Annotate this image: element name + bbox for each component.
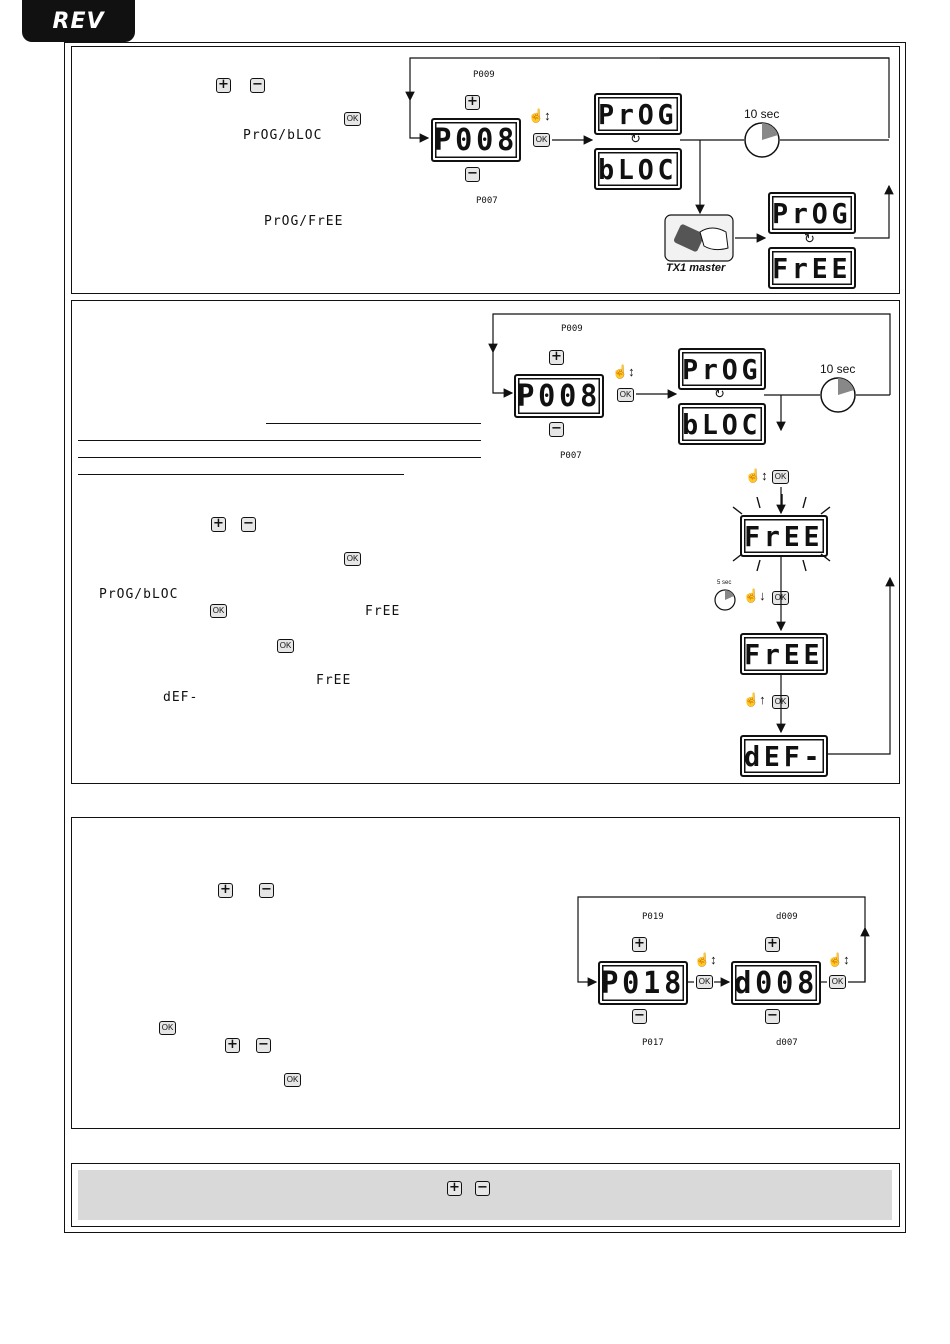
- plus-button-icon: +: [225, 1038, 240, 1053]
- minus-button-icon: −: [549, 422, 564, 437]
- timer-label: 10 sec: [744, 107, 780, 121]
- hand-press-icon: ☝↕: [612, 364, 635, 379]
- plus-button-icon: +: [632, 937, 647, 952]
- label-p007: P007: [560, 451, 582, 461]
- plus-button-icon: +: [549, 350, 564, 365]
- rev-tab: REV: [22, 0, 135, 42]
- plus-button-icon: +: [216, 78, 231, 93]
- ok-button-icon: OK: [829, 975, 846, 989]
- hand-press-icon: ☝↕: [528, 108, 551, 123]
- display-text-prog-bloc: PrOG/bLOC: [243, 128, 323, 143]
- minus-button-icon: −: [475, 1181, 490, 1196]
- label-p019: P019: [642, 912, 664, 922]
- clock-icon: [821, 378, 855, 412]
- cycle-icon: ↻: [630, 131, 641, 146]
- label-p009: P009: [473, 70, 495, 80]
- minus-button-icon: −: [241, 517, 256, 532]
- bloc-display: bLOC: [678, 403, 766, 445]
- ok-button-icon: OK: [344, 552, 361, 566]
- hand-press-icon: ☝↕: [745, 468, 768, 483]
- minus-button-icon: −: [259, 883, 274, 898]
- timer-label: 10 sec: [820, 362, 856, 376]
- minus-button-icon: −: [256, 1038, 271, 1053]
- hand-press-icon: ☝↓: [743, 588, 766, 603]
- hand-press-icon: ☝↕: [827, 952, 850, 967]
- bloc-display: bLOC: [594, 148, 682, 190]
- d008-display: d008: [731, 961, 821, 1005]
- ok-button-icon: OK: [344, 112, 361, 126]
- ok-button-icon: OK: [617, 388, 634, 402]
- label-d007: d007: [776, 1038, 798, 1048]
- hand-release-icon: ☝↑: [743, 692, 766, 707]
- minus-button-icon: −: [632, 1009, 647, 1024]
- display-text-free: FrEE: [316, 673, 352, 688]
- ok-button-icon: OK: [772, 470, 789, 484]
- main-display: P008: [514, 374, 604, 418]
- ok-button-icon: OK: [533, 133, 550, 147]
- display-text-prog-bloc: PrOG/bLOC: [99, 587, 179, 602]
- minus-button-icon: −: [765, 1009, 780, 1024]
- def-display: dEF-: [740, 735, 828, 777]
- ok-button-icon: OK: [284, 1073, 301, 1087]
- plus-button-icon: +: [218, 883, 233, 898]
- remote-label: TX1 master: [666, 262, 726, 274]
- ok-button-icon: OK: [277, 639, 294, 653]
- prog-display: PrOG: [594, 93, 682, 135]
- cycle-icon: ↻: [714, 386, 725, 401]
- ok-button-icon: OK: [772, 695, 789, 709]
- ok-button-icon: OK: [772, 591, 789, 605]
- display-text-def: dEF-: [163, 690, 199, 705]
- blinking-free-display: FrEE: [740, 515, 828, 557]
- minus-button-icon: −: [465, 167, 480, 182]
- remote-hand-icon: [665, 215, 733, 261]
- plus-button-icon: +: [465, 95, 480, 110]
- ok-button-icon: OK: [696, 975, 713, 989]
- label-p017: P017: [642, 1038, 664, 1048]
- ok-button-icon: OK: [210, 604, 227, 618]
- label-p009: P009: [561, 324, 583, 334]
- small-timer-label: 5 sec: [717, 580, 732, 586]
- hand-press-icon: ☝↕: [694, 952, 717, 967]
- display-text-prog-free: PrOG/FrEE: [264, 214, 344, 229]
- free-display: FrEE: [740, 633, 828, 675]
- plus-button-icon: +: [765, 937, 780, 952]
- free-display: FrEE: [768, 247, 856, 289]
- ok-button-icon: OK: [159, 1021, 176, 1035]
- main-display: P008: [431, 118, 521, 162]
- prog-display-free: PrOG: [768, 192, 856, 234]
- cycle-icon: ↻: [804, 231, 815, 246]
- clock-icon: [715, 590, 735, 610]
- plus-button-icon: +: [211, 517, 226, 532]
- display-text-free: FrEE: [365, 604, 401, 619]
- label-p007: P007: [476, 196, 498, 206]
- prog-display: PrOG: [678, 348, 766, 390]
- p018-display: P018: [598, 961, 688, 1005]
- clock-icon: [745, 123, 779, 157]
- minus-button-icon: −: [250, 78, 265, 93]
- plus-button-icon: +: [447, 1181, 462, 1196]
- label-d009: d009: [776, 912, 798, 922]
